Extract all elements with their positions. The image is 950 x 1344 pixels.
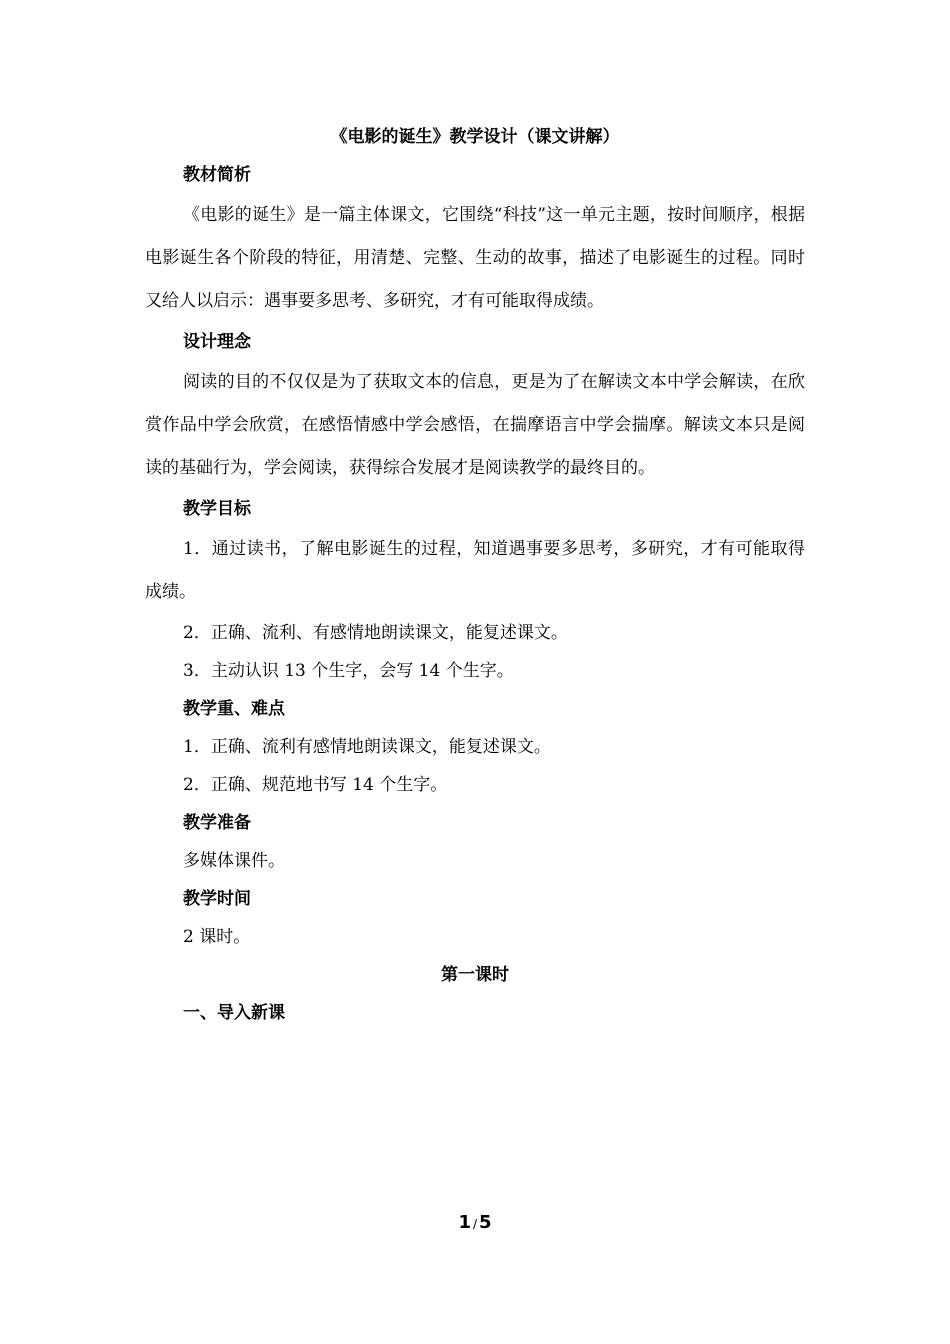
- document-content: [145, 118, 805, 1032]
- lesson-one-subheading: 一、导入新课: [183, 1003, 285, 1023]
- page-number-separator: /: [472, 1217, 478, 1231]
- section-heading-concept: 设计理念: [183, 332, 251, 352]
- section-heading-duration: 教学时间: [183, 889, 251, 909]
- section-heading-key-points: 教学重、难点: [183, 699, 285, 719]
- section-heading-goals: 教学目标: [183, 499, 251, 519]
- lesson-one-heading: 第一课时: [441, 965, 509, 985]
- page-title: 《电影的诞生》教学设计（课文讲解）: [330, 127, 620, 147]
- section-text-concept: 阅读的目的不仅仅是为了获取文本的信息，更是为了在解读文本中学会解读，在欣赏作品中学会欣赏，在感悟情感中学会感悟，在揣摩语言中学会揣摩。解读文本只是阅读的基础行为，学会阅读，获得综合发展才是阅读教学的最终目的。: [145, 372, 805, 478]
- current-page-number: 1: [458, 1212, 471, 1233]
- section-text-analysis: 《电影的诞生》是一篇主体课文，它围绕“科技”这一单元主题，按时间顺序，根据电影诞生各个阶段的特征，用清楚、完整、生动的故事，描述了电影诞生的过程。同时又给人以启示：遇事要多思考、多研究，才有可能取得成绩。: [145, 205, 805, 311]
- section-text-duration: 2 课时。: [183, 927, 251, 947]
- page-number: [0, 1212, 950, 1233]
- section-heading-preparation: 教学准备: [183, 813, 251, 833]
- goal-item-1: 1．通过读书，了解电影诞生的过程，知道遇事要多思考，多研究，才有可能取得成绩。: [145, 539, 805, 602]
- key-point-item-2: 2．正确、规范地书写 14 个生字。: [183, 775, 448, 795]
- key-point-item-1: 1．正确、流利有感情地朗读课文，能复述课文。: [183, 737, 551, 757]
- section-text-preparation: 多媒体课件。: [183, 851, 285, 871]
- section-heading-analysis: 教材简析: [183, 165, 251, 185]
- goal-item-2: 2．正确、流利、有感情地朗读课文，能复述课文。: [183, 623, 568, 643]
- goal-item-3: 3．主动认识 13 个生字，会写 14 个生字。: [183, 661, 514, 681]
- total-page-number: 5: [479, 1212, 492, 1233]
